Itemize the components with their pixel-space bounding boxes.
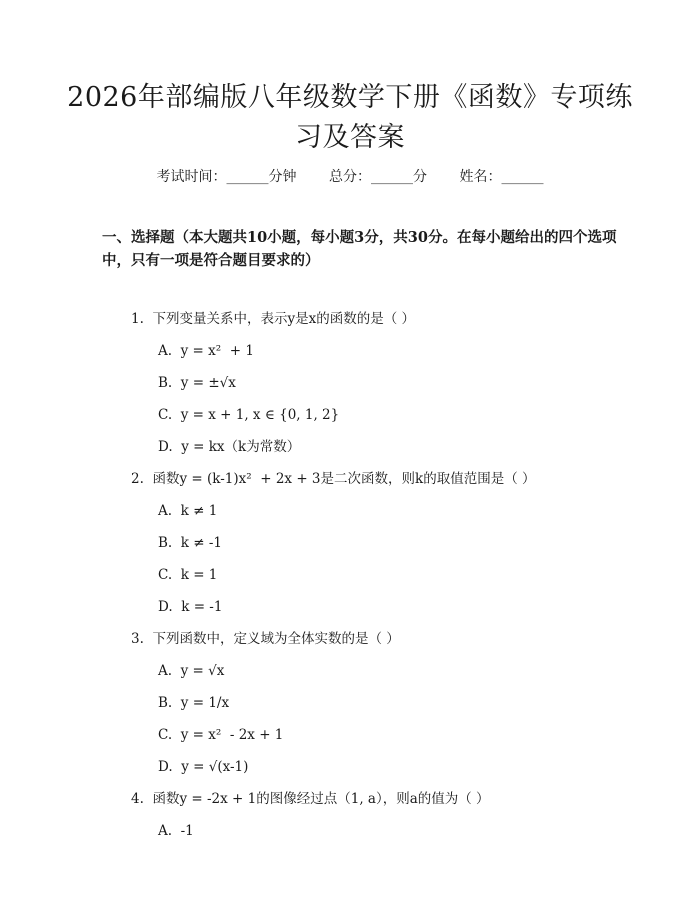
question-1-option-d: D. y = kx（k为常数） xyxy=(158,439,301,455)
exam-info-line xyxy=(0,166,700,188)
name-blank: ______ xyxy=(501,169,544,185)
total-score-blank: ______ xyxy=(371,169,413,185)
question-3-option-d: D. y = √(x-1) xyxy=(158,759,249,775)
name-field xyxy=(459,169,543,185)
question-2-option-c: C. k = 1 xyxy=(158,567,218,583)
question-2-option-b: B. k ≠ -1 xyxy=(158,535,223,551)
question-3-option-a: A. y = √x xyxy=(158,663,225,679)
total-score-unit: 分 xyxy=(413,169,427,185)
question-1-option-a: A. y = x² + 1 xyxy=(158,343,254,359)
question-4: 4. 函数y = -2x + 1的图像经过点（1, a），则a的值为（ ） xyxy=(131,791,490,807)
section-heading: 一、选择题（本大题共10小题，每小题3分，共30分。在每小题给出的四个选项中，只有一项是符合题目要求的） xyxy=(102,229,617,269)
exam-time-label: 考试时间： xyxy=(156,169,227,185)
question-3-option-b: B. y = 1/x xyxy=(158,695,230,711)
question-3-option-c: C. y = x² - 2x + 1 xyxy=(158,727,284,743)
name-label: 姓名： xyxy=(459,169,502,185)
question-4-option-a: A. -1 xyxy=(158,823,194,839)
page-title: 2026年部编版八年级数学下册《函数》专项练习及答案 xyxy=(67,82,633,153)
exam-time-field xyxy=(157,169,297,185)
total-score-field xyxy=(329,169,427,185)
question-2-option-d: D. k = -1 xyxy=(158,599,223,615)
question-2-option-a: A. k ≠ 1 xyxy=(158,503,218,519)
exam-time-unit: 分钟 xyxy=(268,169,297,185)
total-score-label: 总分： xyxy=(329,169,371,185)
exam-time-blank: ______ xyxy=(226,169,269,185)
question-1-option-b: B. y = ±√x xyxy=(158,375,236,391)
question-1-option-c: C. y = x + 1, x ∈ {0, 1, 2} xyxy=(158,407,340,423)
question-1: 1. 下列变量关系中，表示y是x的函数的是（ ） xyxy=(131,311,415,327)
question-2: 2. 函数y = (k-1)x² + 2x + 3是二次函数，则k的取值范围是（ ） xyxy=(131,471,536,487)
question-3: 3. 下列函数中，定义域为全体实数的是（ ） xyxy=(131,631,400,647)
